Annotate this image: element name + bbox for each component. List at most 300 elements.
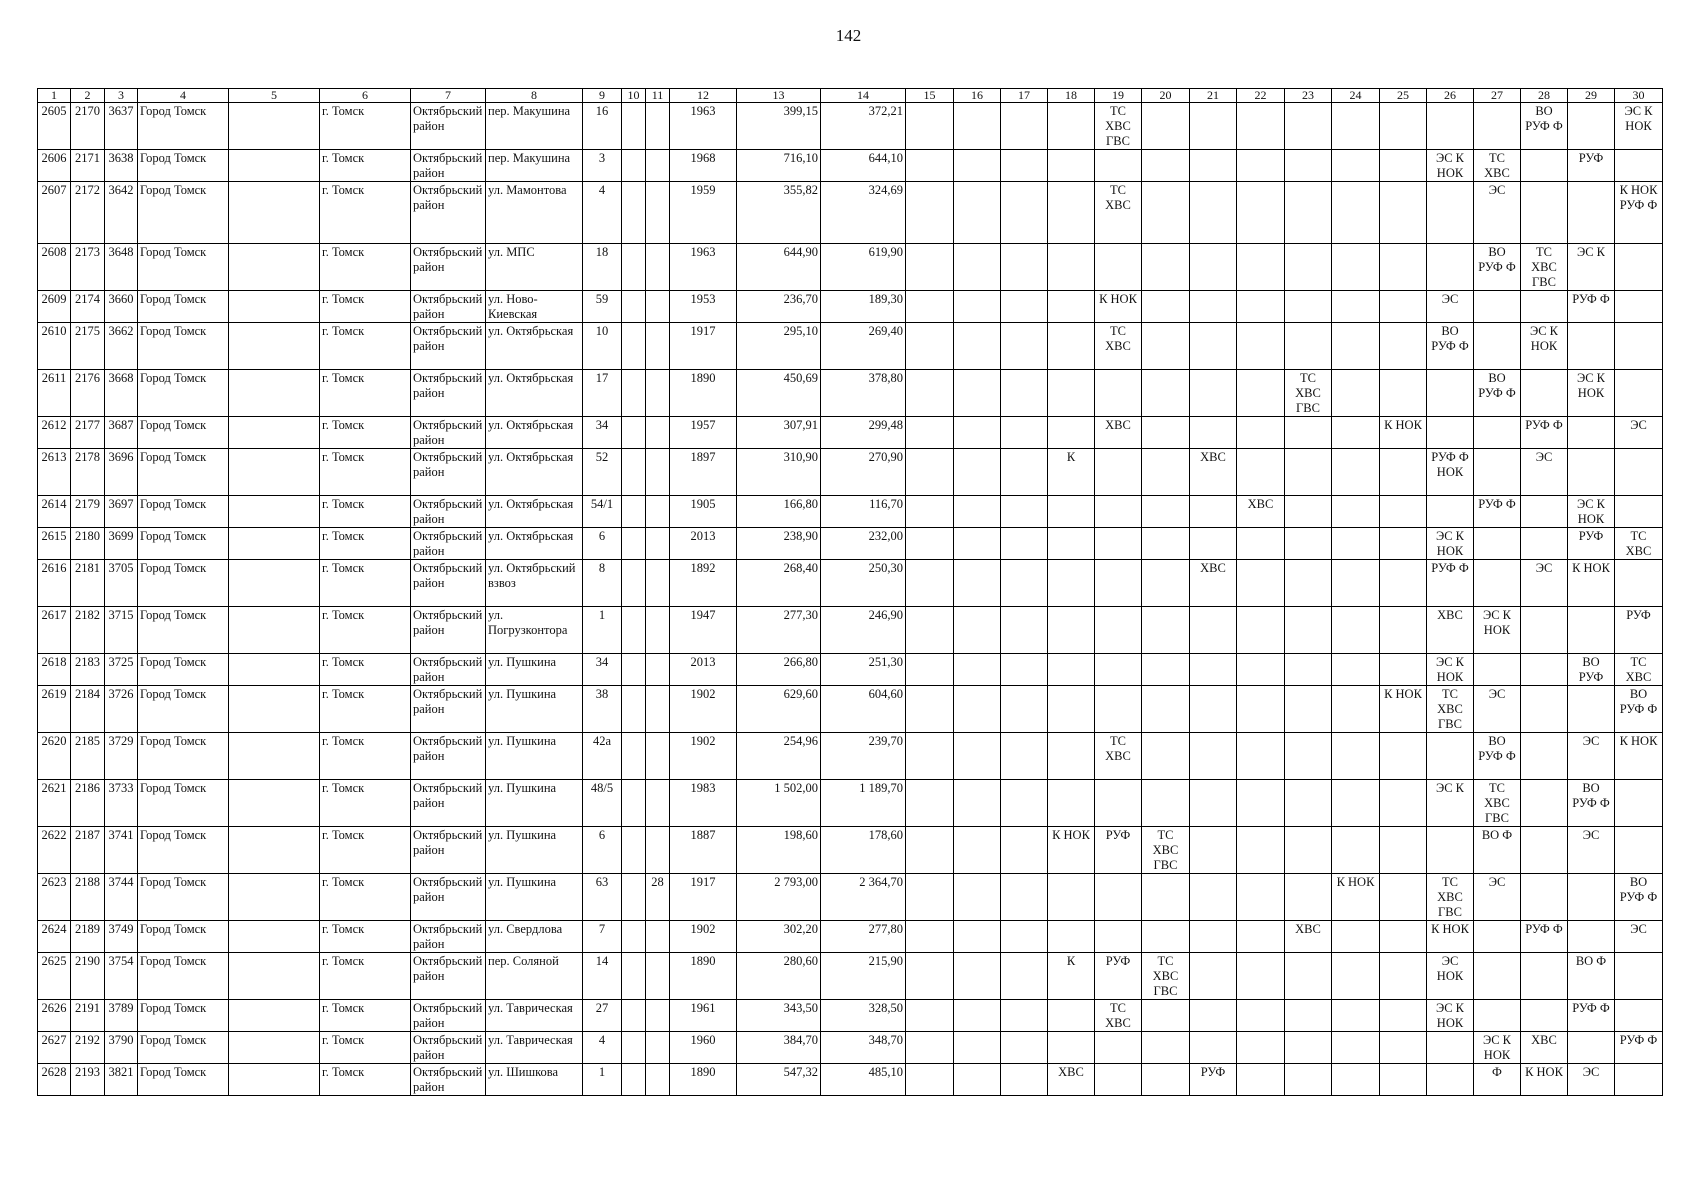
cell-work-col-26: ХВС [1427,607,1474,654]
cell-locality: г. Томск [320,780,411,827]
cell-work-col-24 [1332,449,1380,496]
cell-municipality: Город Томск [138,654,229,686]
cell-work-col-28 [1521,528,1568,560]
table-row [38,150,1663,182]
cell-work-col-17 [1001,874,1048,921]
column-number-13: 13 [737,89,821,103]
cell-work-col-25 [1380,780,1427,827]
cell-work-col-24 [1332,182,1380,244]
cell-work-col-23 [1285,1000,1332,1032]
cell-work-col-16 [954,291,1001,323]
cell-col11 [646,1000,670,1032]
cell-work-col-22 [1237,780,1285,827]
cell-work-col-22 [1237,953,1285,1000]
cell-work-col-21 [1190,528,1237,560]
cell-record-number: 2174 [71,291,105,323]
cell-col10 [622,103,646,150]
cell-work-col-27 [1474,528,1521,560]
cell-work-col-30: РУФ Ф [1615,1032,1663,1064]
cell-locality: г. Томск [320,449,411,496]
cell-work-col-26: ТС ХВС ГВС [1427,686,1474,733]
cell-work-col-21 [1190,103,1237,150]
cell-object-code: 3705 [105,560,138,607]
cell-year-built: 2013 [670,528,737,560]
cell-district: Октябрьский район [411,370,486,417]
cell-work-col-15 [906,417,954,449]
cell-district: Октябрьский район [411,686,486,733]
cell-work-col-25 [1380,103,1427,150]
cell-work-col-26 [1427,417,1474,449]
cell-municipality: Город Томск [138,921,229,953]
cell-work-col-28: ЭС К НОК [1521,323,1568,370]
column-number-12: 12 [670,89,737,103]
cell-work-col-21 [1190,780,1237,827]
cell-house-number: 48/5 [583,780,622,827]
cell-work-col-24 [1332,103,1380,150]
table-row [38,528,1663,560]
cell-work-col-16 [954,528,1001,560]
cell-object-code: 3662 [105,323,138,370]
table-row [38,827,1663,874]
cell-work-col-27: ВО РУФ Ф [1474,370,1521,417]
cell-work-col-25: К НОК [1380,686,1427,733]
cell-district: Октябрьский район [411,103,486,150]
cell-work-col-19: ТС ХВС [1095,323,1142,370]
cell-municipality: Город Томск [138,780,229,827]
cell-work-col-22 [1237,291,1285,323]
cell-work-col-30 [1615,953,1663,1000]
cell-work-col-21 [1190,417,1237,449]
cell-work-col-19: ТС ХВС [1095,182,1142,244]
cell-record-number: 2191 [71,1000,105,1032]
cell-col11 [646,1032,670,1064]
cell-index: 2607 [38,182,71,244]
cell-col11 [646,150,670,182]
cell-year-built: 1905 [670,496,737,528]
cell-col10 [622,449,646,496]
cell-work-col-22 [1237,370,1285,417]
cell-work-col-30: ЭС [1615,417,1663,449]
column-number-17: 17 [1001,89,1048,103]
cell-col5 [229,686,320,733]
cell-work-col-17 [1001,182,1048,244]
cell-work-col-19 [1095,874,1142,921]
cell-work-col-23 [1285,560,1332,607]
cell-col5 [229,244,320,291]
cell-work-col-17 [1001,921,1048,953]
cell-work-col-22 [1237,244,1285,291]
cell-total-area: 547,32 [737,1064,821,1096]
column-number-header-row [38,89,1663,103]
cell-index: 2611 [38,370,71,417]
cell-work-col-16 [954,150,1001,182]
table-row [38,323,1663,370]
cell-col10 [622,291,646,323]
cell-street: ул. Таврическая [486,1000,583,1032]
cell-year-built: 1902 [670,686,737,733]
cell-work-col-19 [1095,496,1142,528]
cell-work-col-23 [1285,827,1332,874]
cell-work-col-26 [1427,182,1474,244]
cell-locality: г. Томск [320,607,411,654]
cell-street: ул. Шишкова [486,1064,583,1096]
cell-work-col-27: Ф [1474,1064,1521,1096]
cell-year-built: 1890 [670,953,737,1000]
cell-work-col-23 [1285,103,1332,150]
cell-work-col-22 [1237,528,1285,560]
cell-house-number: 6 [583,528,622,560]
cell-total-area: 716,10 [737,150,821,182]
cell-total-area: 302,20 [737,921,821,953]
cell-work-col-30 [1615,560,1663,607]
cell-work-col-25 [1380,1000,1427,1032]
cell-record-number: 2192 [71,1032,105,1064]
cell-object-code: 3754 [105,953,138,1000]
cell-record-number: 2180 [71,528,105,560]
cell-col11 [646,244,670,291]
cell-year-built: 1917 [670,323,737,370]
cell-locality: г. Томск [320,733,411,780]
cell-municipality: Город Томск [138,370,229,417]
cell-work-col-15 [906,323,954,370]
cell-street: ул. Пушкина [486,874,583,921]
cell-work-col-20 [1142,370,1190,417]
cell-work-col-30 [1615,780,1663,827]
cell-work-col-25 [1380,921,1427,953]
cell-work-col-19 [1095,686,1142,733]
cell-work-col-26 [1427,1032,1474,1064]
cell-work-col-26 [1427,103,1474,150]
cell-district: Октябрьский район [411,733,486,780]
cell-municipality: Город Томск [138,449,229,496]
cell-work-col-26 [1427,370,1474,417]
cell-index: 2608 [38,244,71,291]
cell-municipality: Город Томск [138,496,229,528]
cell-municipality: Город Томск [138,607,229,654]
cell-object-code: 3638 [105,150,138,182]
cell-year-built: 1963 [670,103,737,150]
cell-work-col-26: ЭС К НОК [1427,1000,1474,1032]
cell-col10 [622,874,646,921]
cell-work-col-24 [1332,1064,1380,1096]
cell-work-col-29 [1568,607,1615,654]
cell-house-number: 3 [583,150,622,182]
cell-record-number: 2176 [71,370,105,417]
cell-work-col-24 [1332,244,1380,291]
table-row [38,370,1663,417]
cell-index: 2619 [38,686,71,733]
cell-work-col-20 [1142,417,1190,449]
cell-work-col-27: ТС ХВС [1474,150,1521,182]
cell-work-col-18 [1048,370,1095,417]
column-number-30: 30 [1615,89,1663,103]
cell-col10 [622,323,646,370]
cell-work-col-23: ТС ХВС ГВС [1285,370,1332,417]
cell-street: ул. Мамонтова [486,182,583,244]
cell-work-col-21 [1190,1000,1237,1032]
cell-record-number: 2178 [71,449,105,496]
cell-work-col-19 [1095,370,1142,417]
cell-living-area: 644,10 [821,150,906,182]
cell-col10 [622,654,646,686]
cell-work-col-21 [1190,182,1237,244]
cell-work-col-19 [1095,560,1142,607]
cell-work-col-15 [906,921,954,953]
cell-year-built: 1960 [670,1032,737,1064]
cell-work-col-26 [1427,827,1474,874]
cell-work-col-18: К [1048,449,1095,496]
cell-work-col-23 [1285,953,1332,1000]
cell-work-col-18: К НОК [1048,827,1095,874]
cell-col5 [229,103,320,150]
cell-work-col-29: ЭС К НОК [1568,496,1615,528]
cell-work-col-29: К НОК [1568,560,1615,607]
column-number-21: 21 [1190,89,1237,103]
cell-work-col-19: ТС ХВС [1095,1000,1142,1032]
cell-living-area: 328,50 [821,1000,906,1032]
cell-col5 [229,496,320,528]
cell-municipality: Город Томск [138,528,229,560]
cell-work-col-24 [1332,1000,1380,1032]
cell-living-area: 232,00 [821,528,906,560]
cell-year-built: 1890 [670,370,737,417]
cell-object-code: 3821 [105,1064,138,1096]
cell-district: Октябрьский район [411,1064,486,1096]
cell-municipality: Город Томск [138,417,229,449]
cell-work-col-16 [954,496,1001,528]
page-number: 142 [835,26,862,45]
table-row [38,686,1663,733]
cell-work-col-22 [1237,827,1285,874]
cell-work-col-22 [1237,182,1285,244]
column-number-24: 24 [1332,89,1380,103]
cell-work-col-25 [1380,1032,1427,1064]
cell-work-col-30 [1615,370,1663,417]
cell-work-col-27 [1474,921,1521,953]
cell-total-area: 2 793,00 [737,874,821,921]
cell-living-area: 239,70 [821,733,906,780]
cell-district: Октябрьский район [411,560,486,607]
cell-work-col-30 [1615,323,1663,370]
cell-record-number: 2182 [71,607,105,654]
cell-object-code: 3744 [105,874,138,921]
cell-total-area: 238,90 [737,528,821,560]
cell-street: ул. Ново-Киевская [486,291,583,323]
cell-work-col-28 [1521,654,1568,686]
cell-work-col-15 [906,449,954,496]
cell-work-col-16 [954,1032,1001,1064]
cell-street: ул. Таврическая [486,1032,583,1064]
cell-living-area: 250,30 [821,560,906,607]
cell-work-col-20 [1142,560,1190,607]
cell-work-col-20 [1142,496,1190,528]
cell-total-area: 629,60 [737,686,821,733]
table-row [38,953,1663,1000]
cell-living-area: 178,60 [821,827,906,874]
cell-work-col-20 [1142,103,1190,150]
cell-municipality: Город Томск [138,291,229,323]
column-number-1: 1 [38,89,71,103]
cell-work-col-24 [1332,686,1380,733]
cell-work-col-22 [1237,417,1285,449]
cell-work-col-23 [1285,1032,1332,1064]
cell-work-col-26: К НОК [1427,921,1474,953]
column-number-25: 25 [1380,89,1427,103]
cell-work-col-27: ВО РУФ Ф [1474,244,1521,291]
cell-work-col-15 [906,496,954,528]
cell-record-number: 2172 [71,182,105,244]
cell-work-col-15 [906,370,954,417]
cell-col11 [646,182,670,244]
cell-work-col-27: ВО РУФ Ф [1474,733,1521,780]
cell-total-area: 254,96 [737,733,821,780]
cell-work-col-26: РУФ Ф НОК [1427,449,1474,496]
table-row [38,417,1663,449]
cell-record-number: 2188 [71,874,105,921]
cell-work-col-21: ХВС [1190,449,1237,496]
cell-district: Октябрьский район [411,417,486,449]
cell-living-area: 2 364,70 [821,874,906,921]
cell-index: 2621 [38,780,71,827]
cell-index: 2605 [38,103,71,150]
cell-district: Октябрьский район [411,150,486,182]
cell-total-area: 198,60 [737,827,821,874]
column-number-29: 29 [1568,89,1615,103]
cell-street: пер. Макушина [486,103,583,150]
cell-col10 [622,1000,646,1032]
cell-work-col-20: ТС ХВС ГВС [1142,953,1190,1000]
table-row [38,733,1663,780]
cell-work-col-23 [1285,528,1332,560]
cell-work-col-25 [1380,953,1427,1000]
cell-work-col-22 [1237,449,1285,496]
cell-object-code: 3715 [105,607,138,654]
cell-work-col-19: ТС ХВС ГВС [1095,103,1142,150]
cell-col11 [646,560,670,607]
cell-work-col-26 [1427,733,1474,780]
column-number-4: 4 [138,89,229,103]
cell-year-built: 1983 [670,780,737,827]
cell-object-code: 3729 [105,733,138,780]
cell-work-col-16 [954,874,1001,921]
cell-work-col-18 [1048,560,1095,607]
cell-work-col-17 [1001,291,1048,323]
cell-col10 [622,528,646,560]
cell-work-col-25: К НОК [1380,417,1427,449]
cell-work-col-22 [1237,921,1285,953]
cell-work-col-23 [1285,417,1332,449]
column-number-26: 26 [1427,89,1474,103]
cell-living-area: 116,70 [821,496,906,528]
table-row [38,874,1663,921]
cell-work-col-23 [1285,150,1332,182]
cell-locality: г. Томск [320,953,411,1000]
cell-total-area: 295,10 [737,323,821,370]
cell-work-col-17 [1001,1064,1048,1096]
cell-year-built: 1897 [670,449,737,496]
cell-house-number: 10 [583,323,622,370]
cell-total-area: 1 502,00 [737,780,821,827]
cell-work-col-29 [1568,1032,1615,1064]
cell-municipality: Город Томск [138,244,229,291]
housing-register-table [37,88,1663,1096]
column-number-28: 28 [1521,89,1568,103]
cell-col5 [229,780,320,827]
cell-work-col-23 [1285,496,1332,528]
cell-work-col-24 [1332,370,1380,417]
cell-work-col-17 [1001,953,1048,1000]
cell-work-col-28 [1521,686,1568,733]
cell-work-col-29: ВО РУФ Ф [1568,780,1615,827]
cell-work-col-20 [1142,780,1190,827]
cell-object-code: 3642 [105,182,138,244]
cell-living-area: 372,21 [821,103,906,150]
cell-col11 [646,654,670,686]
cell-street: пер. Соляной [486,953,583,1000]
cell-work-col-30 [1615,496,1663,528]
cell-total-area: 644,90 [737,244,821,291]
cell-street: ул. Октябрьская [486,496,583,528]
cell-work-col-16 [954,182,1001,244]
cell-object-code: 3789 [105,1000,138,1032]
table-row [38,654,1663,686]
cell-work-col-28 [1521,827,1568,874]
cell-house-number: 34 [583,417,622,449]
cell-work-col-18 [1048,496,1095,528]
table-row [38,1032,1663,1064]
cell-street: ул. Октябрьская [486,370,583,417]
cell-work-col-30 [1615,827,1663,874]
cell-work-col-29: ЭС К [1568,244,1615,291]
cell-total-area: 280,60 [737,953,821,1000]
column-number-15: 15 [906,89,954,103]
cell-work-col-23: ХВС [1285,921,1332,953]
cell-record-number: 2187 [71,827,105,874]
cell-work-col-18 [1048,417,1095,449]
cell-work-col-22: ХВС [1237,496,1285,528]
cell-work-col-17 [1001,686,1048,733]
cell-col10 [622,686,646,733]
cell-work-col-20 [1142,1032,1190,1064]
cell-locality: г. Томск [320,291,411,323]
cell-house-number: 34 [583,654,622,686]
cell-work-col-18: К [1048,953,1095,1000]
cell-work-col-22 [1237,607,1285,654]
cell-living-area: 378,80 [821,370,906,417]
cell-work-col-23 [1285,780,1332,827]
cell-work-col-20 [1142,1064,1190,1096]
cell-record-number: 2189 [71,921,105,953]
cell-work-col-28: ЭС [1521,449,1568,496]
cell-work-col-18 [1048,150,1095,182]
cell-work-col-25 [1380,560,1427,607]
cell-work-col-30: ВО РУФ Ф [1615,686,1663,733]
cell-work-col-27 [1474,953,1521,1000]
cell-work-col-25 [1380,370,1427,417]
cell-work-col-15 [906,103,954,150]
table-row [38,921,1663,953]
column-number-16: 16 [954,89,1001,103]
cell-year-built: 1892 [670,560,737,607]
cell-municipality: Город Томск [138,150,229,182]
cell-locality: г. Томск [320,103,411,150]
cell-work-col-21 [1190,733,1237,780]
cell-work-col-27 [1474,1000,1521,1032]
column-number-10: 10 [622,89,646,103]
cell-index: 2616 [38,560,71,607]
cell-work-col-15 [906,150,954,182]
cell-work-col-25 [1380,528,1427,560]
